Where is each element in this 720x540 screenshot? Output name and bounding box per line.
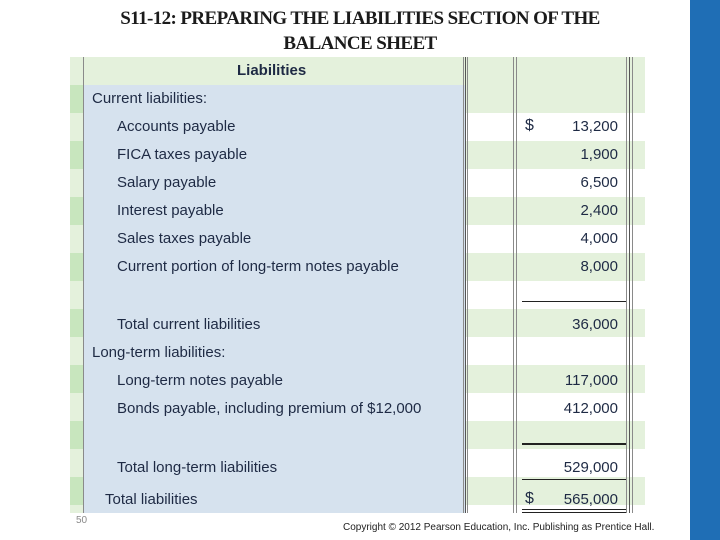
line-item-amount: 13,200 xyxy=(572,118,618,135)
total-current-liabilities-label: Total current liabilities xyxy=(117,316,261,333)
line-item-amount: 4,000 xyxy=(580,230,618,247)
line-item-label: Bonds payable, including premium of $12,000 xyxy=(117,400,422,417)
long-term-liabilities-heading: Long-term liabilities: xyxy=(92,344,226,361)
line-item-amount: 2,400 xyxy=(580,202,618,219)
copyright-notice: Copyright © 2012 Pearson Education, Inc. Publishing as Prentice Hall. xyxy=(343,522,655,533)
line-item-label: Long-term notes payable xyxy=(117,372,283,389)
slide-title xyxy=(40,6,680,56)
total-liabilities-amount: 565,000 xyxy=(563,491,618,508)
line-item-label: Accounts payable xyxy=(117,118,236,135)
grid-line xyxy=(513,57,514,513)
grid-line xyxy=(465,57,466,513)
table-header: Liabilities xyxy=(237,62,307,79)
grid-line xyxy=(626,57,627,513)
line-item-amount: 1,900 xyxy=(580,146,618,163)
line-item-label: Sales taxes payable xyxy=(117,230,252,247)
total-long-term-liabilities-amount: 529,000 xyxy=(563,459,618,476)
grid-line xyxy=(632,57,633,513)
table-row xyxy=(70,281,645,309)
grid-line xyxy=(629,57,630,513)
total-liabilities-label: Total liabilities xyxy=(105,491,198,508)
dollar-sign: $ xyxy=(525,490,534,507)
table-header-row xyxy=(70,57,645,85)
grid-line xyxy=(516,57,517,513)
line-item-amount: 6,500 xyxy=(580,174,618,191)
double-underline xyxy=(522,509,626,510)
line-item-amount: 412,000 xyxy=(563,400,618,417)
slide-title-line-1: S11-12: PREPARING THE LIABILITIES SECTION OF THE xyxy=(120,8,600,29)
dollar-sign: $ xyxy=(525,117,534,134)
grid-line xyxy=(467,57,468,513)
line-item-label: FICA taxes payable xyxy=(117,146,248,163)
double-underline xyxy=(522,512,626,513)
total-current-liabilities-amount: 36,000 xyxy=(572,316,618,333)
total-long-term-liabilities-label: Total long-term liabilities xyxy=(117,459,278,476)
slide-title-line-2: BALANCE SHEET xyxy=(283,33,437,54)
total-underline xyxy=(522,479,626,480)
subtotal-underline xyxy=(522,443,626,445)
grid-line xyxy=(83,57,84,513)
grid-line xyxy=(463,57,464,513)
liabilities-table xyxy=(70,57,645,513)
slide-accent-bar xyxy=(690,0,720,540)
line-item-label: Current portion of long-term notes payable xyxy=(117,258,399,275)
subtotal-underline xyxy=(522,301,626,302)
line-item-amount: 8,000 xyxy=(580,258,618,275)
page-number: 50 xyxy=(76,515,88,526)
line-item-amount: 117,000 xyxy=(564,372,618,389)
line-item-label: Interest payable xyxy=(117,202,224,219)
line-item-label: Salary payable xyxy=(117,174,217,191)
current-liabilities-heading: Current liabilities: xyxy=(92,90,208,107)
